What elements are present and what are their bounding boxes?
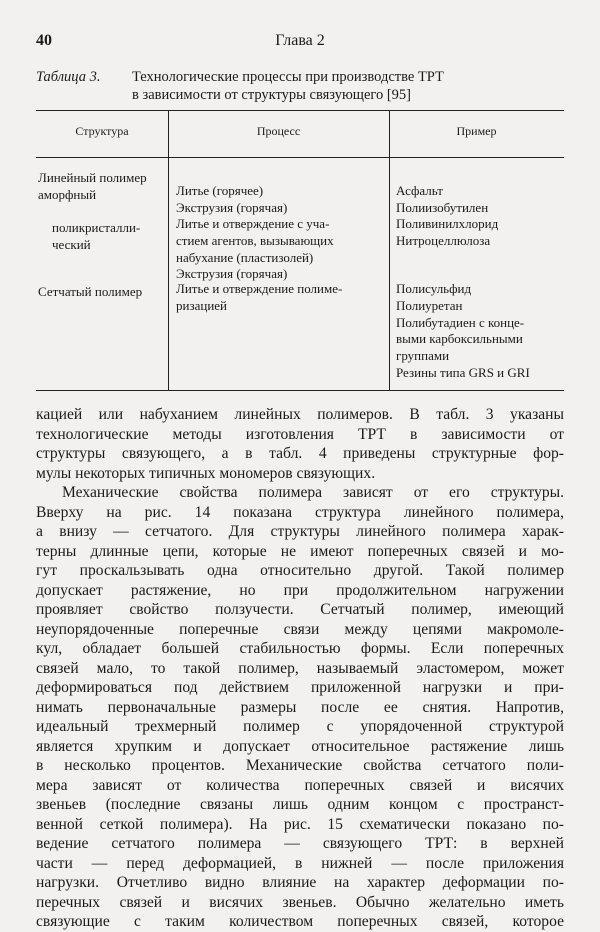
table-caption-text: Технологические процессы при производстве ТРТ в зависимости от структуры связующего [95] <box>132 69 444 103</box>
text-line: связующие с таким количеством поперечных связей, которое <box>36 913 564 930</box>
text-line: кул, обладает большей стабильностью формы. Если поперечных <box>36 640 564 657</box>
table-cell-process: Литье и отверждение полиме- ризацией <box>176 281 343 313</box>
text-line: гут проскальзывать одна относительно другой. Такой полимер <box>36 562 564 579</box>
page-number: 40 <box>36 32 52 49</box>
text-line: звеньев (последние связаны лишь одним концом с пространст- <box>36 796 564 813</box>
text-line: Вверху на рис. 14 показана структура линейного полимера, <box>36 503 564 521</box>
text-line: части — перед деформацией, в нижней — после приложения <box>36 854 564 872</box>
text-line: идеальный трехмерный полимер с упорядоченной структурой <box>36 718 564 735</box>
body-text <box>36 405 564 932</box>
table-column-divider <box>389 110 390 391</box>
text-line: ведение сетчатого полимера — связующего ТРТ: в верхней <box>36 835 564 852</box>
table-bottom-rule <box>36 390 564 391</box>
text-line: деформироваться под действием приложенной нагрузки и при- <box>36 679 564 696</box>
text-line: проявляет свойство ползучести. Сетчатый полимер, имеющий <box>36 601 564 618</box>
table-caption-label: Таблица 3. <box>36 69 101 85</box>
table-header-rule <box>36 157 564 158</box>
table-column-divider <box>168 110 169 391</box>
table-cell-structure: Сетчатый полимер <box>38 284 143 299</box>
table-cell-example: Поливинилхлорид Нитроцеллюлоза <box>396 216 499 248</box>
text-line: перечных связей и висячих звеньев. Обычно желательно иметь <box>36 893 564 911</box>
table-cell-example: Полисульфид Полиуретан Полибутадиен с конце- выми карбоксильными группами Резины типа GRS и GRI <box>396 281 530 380</box>
text-line: структуры связующего, а в табл. 4 приведены структурные фор- <box>36 445 564 462</box>
text-line: терны длинные цепи, которые не имеют поперечных связей и мо- <box>36 542 564 560</box>
table-cell-process: Литье (горячее) Экструзия (горячая) <box>176 183 288 215</box>
text-line: Механические свойства полимера зависят от его структуры. <box>62 484 564 501</box>
text-line: нимать первоначальные размеры после ее снятия. Напротив, <box>36 698 564 716</box>
process-table <box>36 110 564 392</box>
chapter-title: Глава 2 <box>275 32 325 49</box>
text-line: венной сеткой полимера). На рис. 15 схематически показано по- <box>36 815 564 833</box>
text-line: а внизу — сетчатого. Для структуры линейного полимера харак- <box>36 523 564 540</box>
column-header-example: Пример <box>456 124 497 138</box>
table-cell-process: Литье и отверждение с уча- стием агентов, вызывающих набухание (пластизолей) Экструзия (горячая) <box>176 216 334 282</box>
running-head <box>36 32 564 52</box>
text-line: технологические методы изготовления ТРТ в зависимости от <box>36 425 564 443</box>
text-line: допускает растяжение, но при продолжительном нагружении <box>36 581 564 599</box>
column-header-structure: Структура <box>75 124 129 138</box>
table-top-rule <box>36 110 564 111</box>
text-line: неупорядоченные поперечные связи между цепями макромоле- <box>36 620 564 638</box>
table-cell-structure: поликристалли- ческий <box>52 220 141 252</box>
text-line: кацией или набуханием линейных полимеров. В табл. 3 указаны <box>36 406 564 423</box>
text-line: в несколько процентов. Механические свойства сетчатого поли- <box>36 757 564 774</box>
table-cell-structure: Линейный полимер аморфный <box>38 170 147 202</box>
table-cell-example: Асфальт Полиизобутилен <box>396 183 489 215</box>
text-line: мулы некоторых типичных мономеров связующих. <box>36 464 376 482</box>
text-line: мера зависят от количества поперечных связей и висячих <box>36 776 564 794</box>
text-line: является хрупким и допускает относительное растяжение лишь <box>36 737 564 755</box>
text-line: связей мало, то такой полимер, называемый эластомером, может <box>36 659 564 677</box>
column-header-process: Процесс <box>256 124 301 138</box>
text-line: нагрузки. Отчетливо видно влияние на характер деформации по- <box>36 874 564 891</box>
